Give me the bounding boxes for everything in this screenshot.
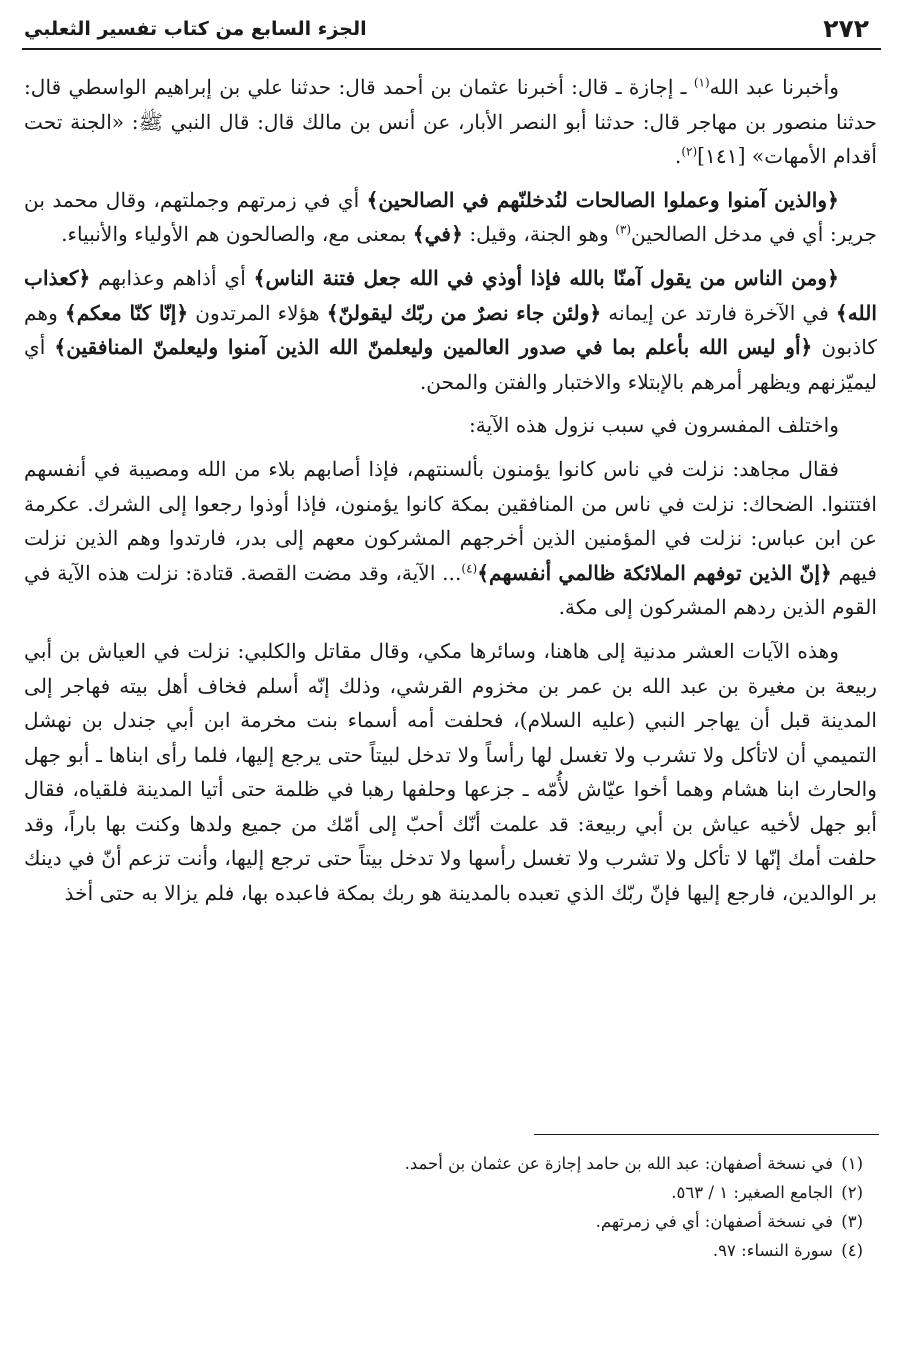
footnote-item: (١)في نسخة أصفهان: عبد الله بن حامد إجازة عن عثمان بن أحمد. (404, 1154, 863, 1173)
quran-quote: ﴿إنّ الذين توفهم الملائكة ظالمي أنفسهم﴾ (477, 560, 832, 585)
paragraph-4: واختلف المفسرون في سبب نزول هذه الآية: (468, 413, 839, 438)
paragraph-3: ﴿ومن الناس من يقول آمنّا بالله فإذا أوذي في الله جعل فتنة الناس﴾ أي أذاهم وعذابهم ﴿كعذاب الله﴾ في الآخرة فارتد عن إيمانه ﴿ولئن جاء نصرٌ من ربّك ليقولنّ﴾ هؤلاء المرتدون ﴿إنّا كنّا معكم﴾ وهم كاذبون ﴿أو ليس الله بأعلم بما في صدور العالمين وليعلمنّ الله الذين آمنوا وليعلمنّ المنافقين﴾ أي ليميّزنهم ويظهر أمرهم بالإبتلاء والاختبار والفتن والمحن. (24, 265, 877, 394)
quran-quote: ﴿ولئن جاء نصرٌ من ربّك ليقولنّ﴾ (326, 300, 602, 325)
footnote-ref: (٢) (681, 144, 698, 159)
paragraph-2: ﴿والذين آمنوا وعملوا الصالحات لنُدخلنّهم في الصالحين﴾ أي في زمرتهم وجملتهم، وقال محمد بن جرير: أي في مدخل الصالحين$^{(٣)}$ وهو الجنة، وقيل: ﴿في﴾ بمعنى مع، والصالحون هم الأولياء والأنبياء. (24, 187, 877, 247)
running-title: الجزء السابع من كتاب تفسير الثعلبي (24, 18, 367, 40)
quran-quote: ﴿إنّا كنّا معكم﴾ (64, 300, 189, 325)
main-text (24, 70, 877, 920)
quran-quote: ﴿والذين آمنوا وعملوا الصالحات لنُدخلنّهم في الصالحين﴾ (366, 187, 839, 212)
quran-quote: ﴿ومن الناس من يقول آمنّا بالله فإذا أوذي في الله جعل فتنة الناس﴾ (253, 265, 839, 290)
footnote-item: (٤)سورة النساء: ٩٧. (712, 1241, 863, 1260)
footnote-ref: (٤) (461, 560, 478, 575)
paragraph-5: فقال مجاهد: نزلت في ناس كانوا يؤمنون بألسنتهم، فإذا أصابهم بلاء من الله ومصيبة في أنفسهم افتتنوا. الضحاك: نزلت في ناس من المنافقين بمكة كانوا يؤمنون، فإذا أوذوا رجعوا إلى الشرك. عكرمة عن ابن عباس: نزلت في المؤمنين الذين أخرجهم المشركون معهم إلى بدر، فارتدوا وهم الذين نزلت فيهم ﴿إنّ الذين توفهم الملائكة ظالمي أنفسهم﴾$^{(٤)}$... الآية، وقد مضت القصة. قتادة: نزلت هذه الآية في القوم الذين ردهم المشركون إلى مكة. (24, 456, 877, 620)
footnote-item: (٣)في نسخة أصفهان: أي في زمرتهم. (595, 1212, 863, 1231)
footnote-ref: (٣) (615, 222, 632, 237)
paragraph-6: وهذه الآيات العشر مدنية إلى هاهنا، وسائرها مكي، وقال مقاتل والكلبي: نزلت في العياش بن أبي ربيعة بن مغيرة بن عبد الله بن عمر بن مخزوم القرشي، وذلك إنّه أسلم فخاف أهل بيته فهاجر إلى المدينة قبل أن يهاجر النبي (عليه السلام)، فحلفت أمه أسماء بنت مخرمة ابن أبي جندل بن نهشل التميمي أن لاتأكل ولا تشرب ولا تغسل لها رأساً ولا تدخل لبيتاً حتى يرجع إليها، فلما رأى ابناها ـ أبو جهل والحارث ابنا هشام وهما أخوا عيّاش لأُمّه ـ جزعها وحلفها رهبا في ظلمة حتى أتيا المدينة فلقياه، فقال أبو جهل لأخيه عياش بن أبي ربيعة: قد علمت أنّك أحبّ إلى أمّك من جميع ولدها وكنت بها باراً، وقد حلفت أمك إنّها لا تأكل ولا تشرب ولا تغسل رأسها ولا تدخل بيتاً حتى ترجع إليها، وأنت تزعم أنّ في دينك بر الوالدين، فارجع إليها فإنّ ربّك الذي تعبده بالمدينة هو ربك بمكة فاعبده بها، فلم يزالا به حتى أخذ (24, 638, 877, 906)
quran-quote: ﴿كعذاب الله﴾ (24, 265, 877, 325)
quran-quote: ﴿أو ليس الله بأعلم بما في صدور العالمين وليعلمنّ الله الذين آمنوا وليعلمنّ المنافقين﴾ (54, 335, 813, 360)
footnote-item: (٢)الجامع الصغير: ١ / ٥٦٣. (671, 1183, 863, 1202)
footnote-ref: (١) (693, 75, 710, 90)
paragraph-1: وأخبرنا عبد الله$^{(١)}$ ـ إجازة ـ قال: أخبرنا عثمان بن أحمد قال: حدثنا علي بن إبراهيم الواسطي قال: حدثنا منصور بن مهاجر قال: حدثنا أبو النصر الأبار، عن أنس بن مالك قال: قال النبي ﷺ: «الجنة تحت أقدام الأمهات» [١٤١]$^{(٢)}$. (24, 75, 877, 169)
quran-quote: ﴿في﴾ (412, 222, 463, 247)
page-header (22, 14, 881, 50)
footnote-divider (534, 1134, 879, 1135)
footnotes (24, 1150, 863, 1266)
page-number: ٢٧٢ (823, 14, 869, 43)
